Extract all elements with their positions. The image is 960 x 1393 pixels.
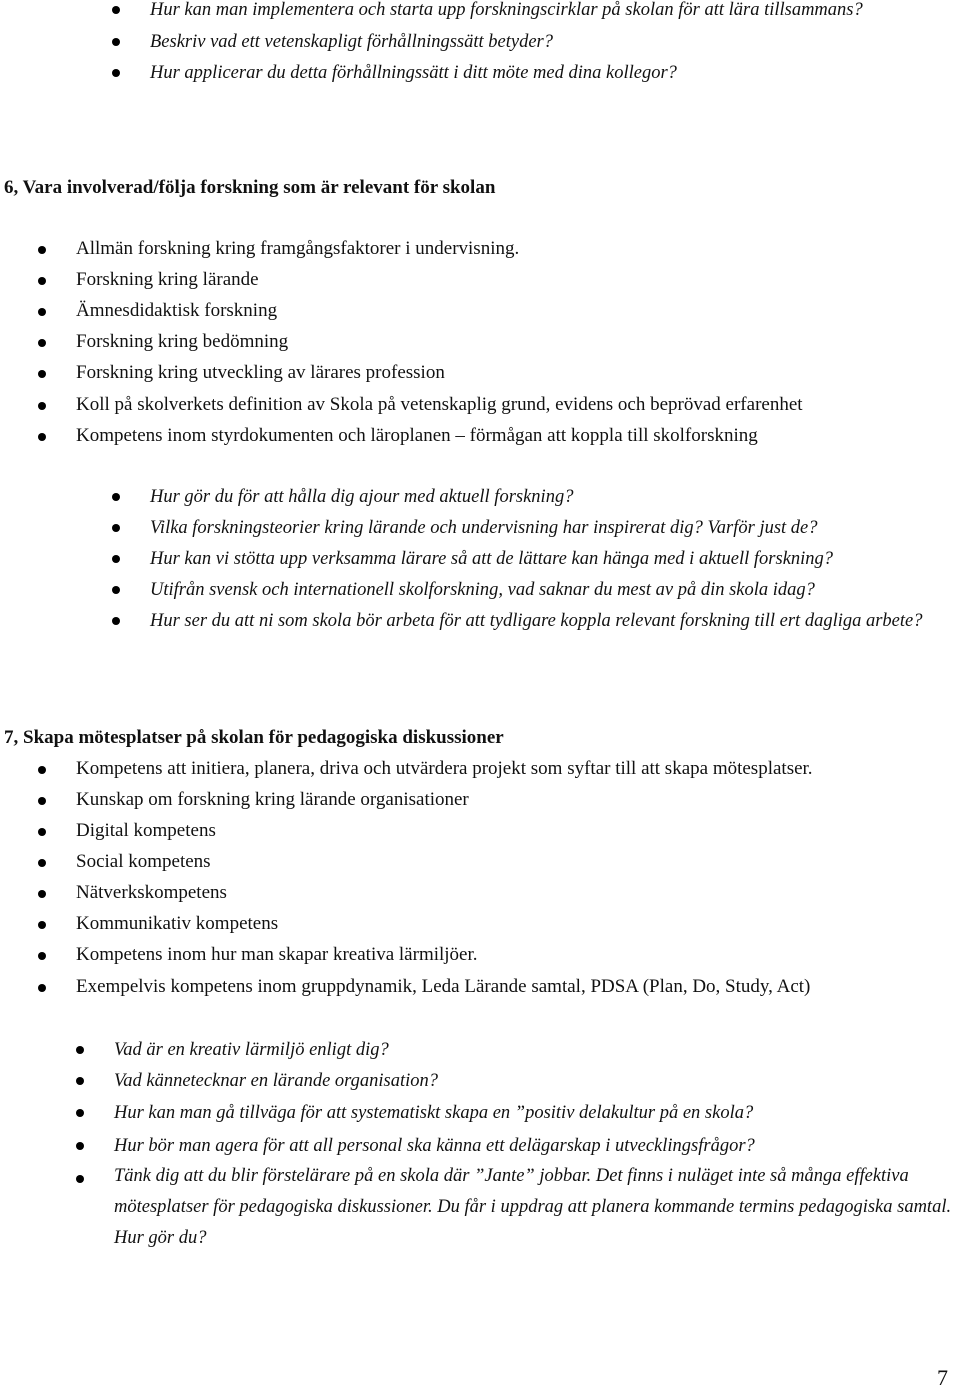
question-text: Hur kan vi stötta upp verksamma lärare så att de lättare kan hänga med i aktuell forskning? [150,549,834,569]
item-text: Nätverkskompetens [76,882,227,903]
question-text: Hur gör du för att hålla dig ajour med aktuell forskning? [150,487,574,507]
item-text: Forskning kring utveckling av lärares profession [76,362,445,383]
bullet-icon [112,555,120,563]
bullet-icon [38,308,46,316]
item-text: Digital kompetens [76,820,216,841]
bullet-icon [38,859,46,867]
bullet-icon [38,766,46,774]
item-text: Kompetens att initiera, planera, driva och utvärdera projekt som syftar till att skapa mötesplatser. [76,758,813,779]
bullet-icon [38,277,46,285]
question-text: Beskriv vad ett vetenskapligt förhållningssätt betyder? [150,32,553,52]
bullet-icon [76,1109,84,1117]
question-text: Vilka forskningsteorier kring lärande och undervisning har inspirerat dig? Varför just de? [150,518,818,538]
page-number: 7 [937,1365,948,1390]
section-6-heading: 6, Vara involverad/följa forskning som är relevant för skolan [4,177,496,198]
item-text: Ämnesdidaktisk forskning [76,300,278,321]
question-text: Hur ser du att ni som skola bör arbeta för att tydligare koppla relevant forskning till ert dagliga arbete? [150,611,923,631]
bullet-icon [112,524,120,532]
bullet-icon [38,402,46,410]
bullet-icon [76,1175,84,1183]
item-text: Kompetens inom hur man skapar kreativa lärmiljöer. [76,944,478,965]
bullet-icon [112,493,120,501]
item-text: Allmän forskning kring framgångsfaktorer i undervisning. [76,238,520,259]
question-text: Tänk dig att du blir förstelärare på en skola där ”Jante” jobbar. Det finns i nuläget inte så många effektiva mötesplatser för pedagogiska diskussioner. Du får i uppdrag att planera kommande termins pedagogiska samtal. Hur gör du? [114,1166,952,1248]
bullet-icon [38,890,46,898]
bullet-icon [112,69,120,77]
item-text: Social kompetens [76,851,211,872]
item-text: Kommunikativ kompetens [76,913,279,934]
question-text: Hur bör man agera för att all personal ska känna ett delägarskap i utvecklingsfrågor? [114,1136,755,1156]
item-text: Forskning kring lärande [76,269,259,290]
item-text: Koll på skolverkets definition av Skola på vetenskaplig grund, evidens och beprövad erfarenhet [76,394,803,415]
bullet-icon [38,339,46,347]
bullet-icon [76,1142,84,1150]
question-text: Vad är en kreativ lärmiljö enligt dig? [114,1040,389,1060]
bullet-icon [112,617,120,625]
bullet-icon [38,797,46,805]
question-text: Hur kan man gå tillväga för att systematiskt skapa en ”positiv delakultur på en skola? [114,1103,754,1123]
bullet-icon [38,246,46,254]
bullet-icon [38,921,46,929]
item-text: Forskning kring bedömning [76,331,289,352]
bullet-icon [38,433,46,441]
item-text: Kunskap om forskning kring lärande organisationer [76,789,469,810]
question-text: Vad kännetecknar en lärande organisation? [114,1071,439,1091]
item-text: Exempelvis kompetens inom gruppdynamik, Leda Lärande samtal, PDSA (Plan, Do, Study, Act) [76,976,811,997]
bullet-icon [112,6,120,14]
section-7-heading: 7, Skapa mötesplatser på skolan för pedagogiska diskussioner [4,727,504,748]
bullet-icon [38,984,46,992]
bullet-icon [76,1046,84,1054]
question-text: Utifrån svensk och internationell skolforskning, vad saknar du mest av på din skola idag? [150,580,815,600]
bullet-icon [38,828,46,836]
question-text: Hur kan man implementera och starta upp forskningscirklar på skolan för att lära tillsammans? [150,0,863,20]
question-text: Hur applicerar du detta förhållningssätt i ditt möte med dina kollegor? [150,63,677,83]
bullet-icon [38,952,46,960]
bullet-icon [112,38,120,46]
bullet-icon [76,1077,84,1085]
bullet-icon [112,586,120,594]
item-text: Kompetens inom styrdokumenten och läroplanen – förmågan att koppla till skolforskning [76,425,758,446]
bullet-icon [38,370,46,378]
